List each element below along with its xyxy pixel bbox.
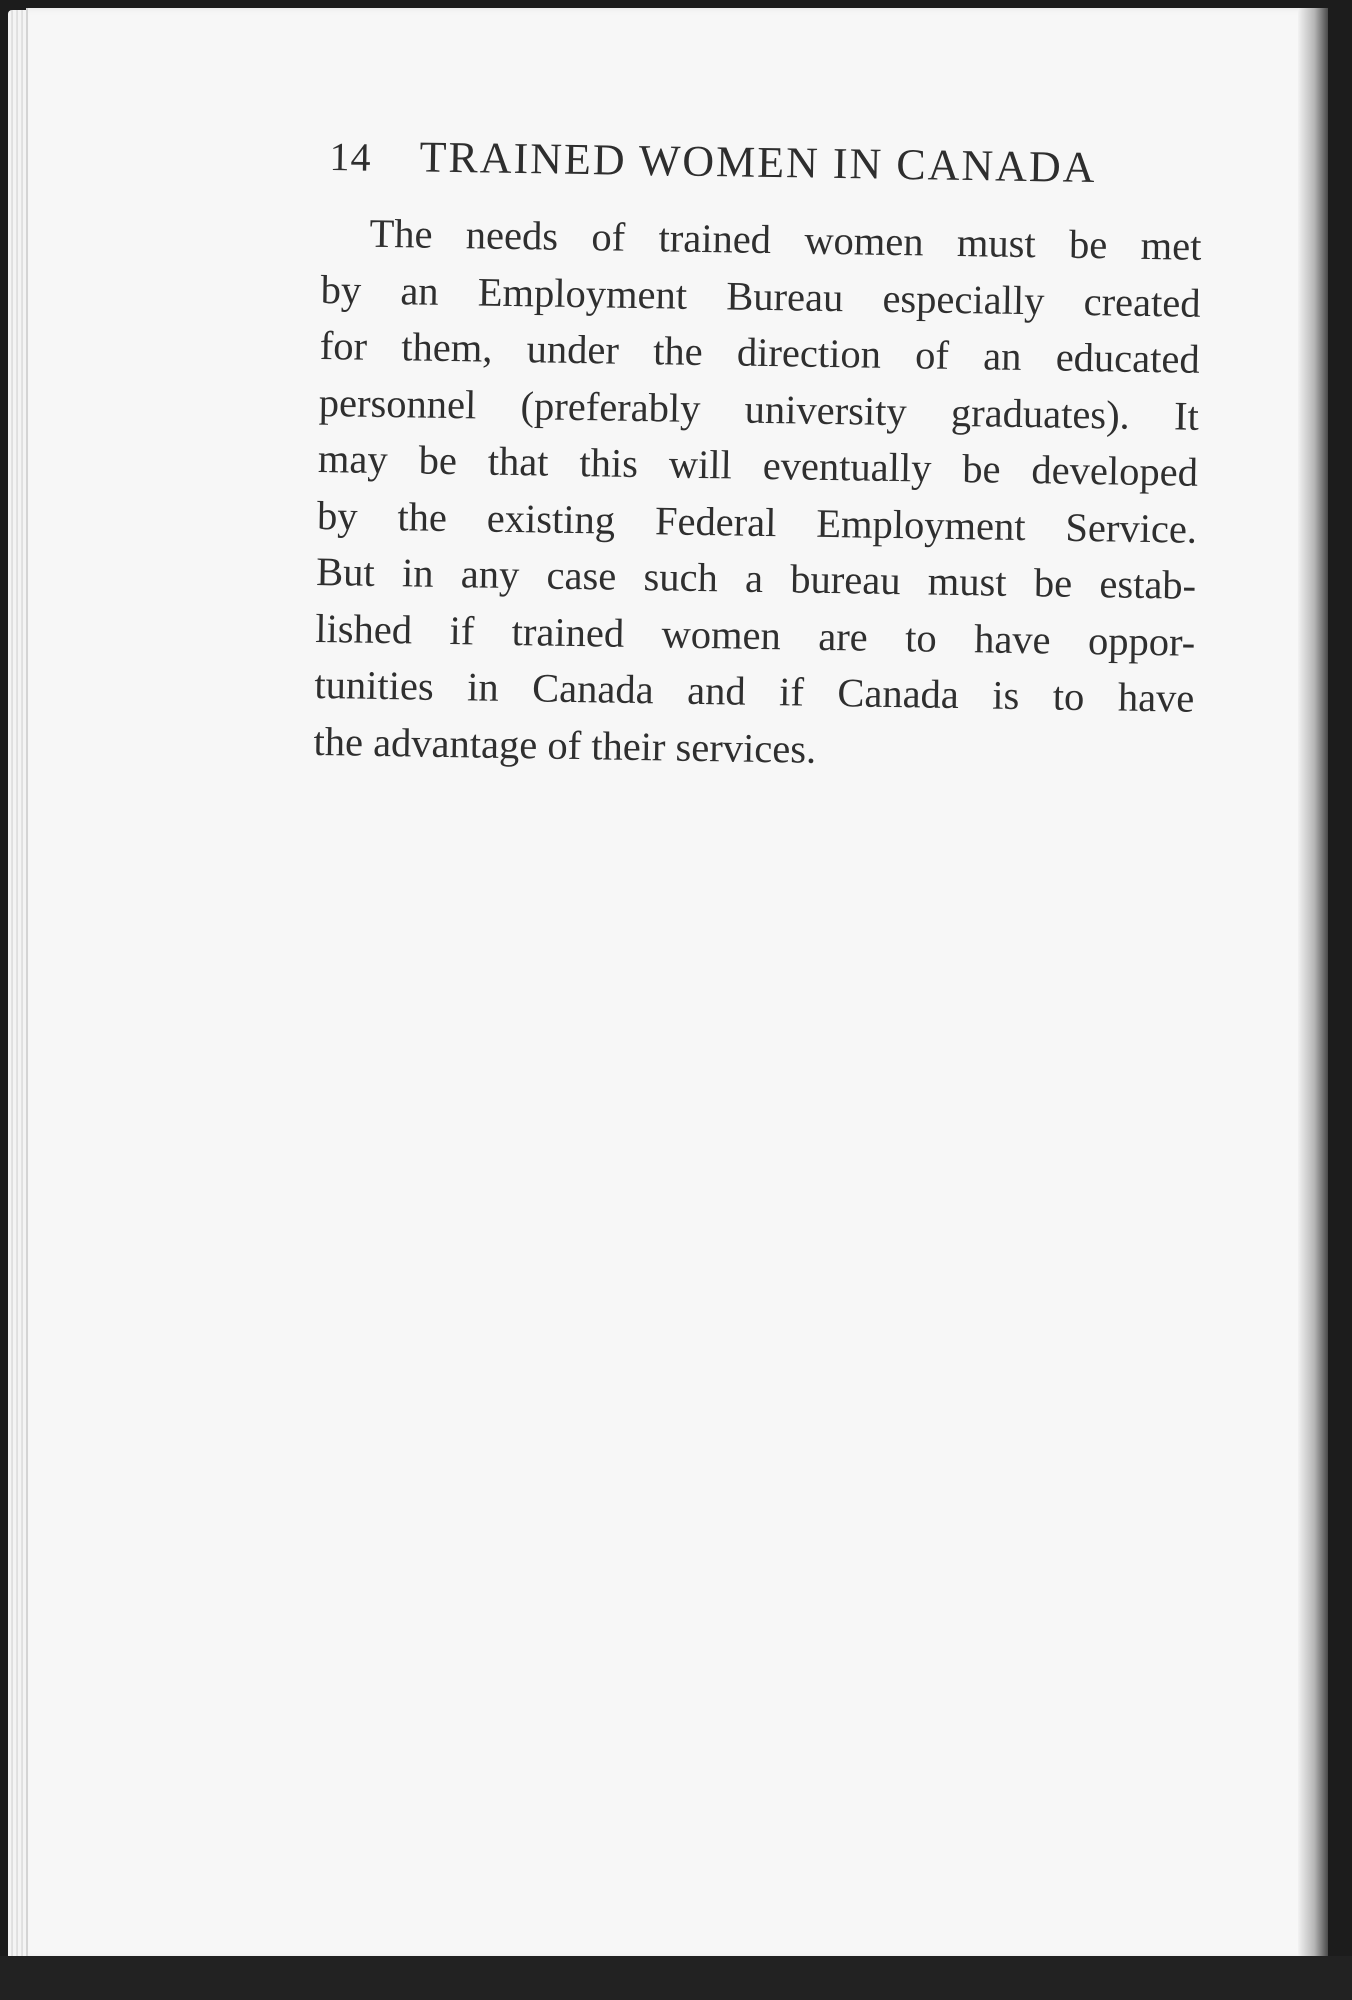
binding-shadow [1298, 8, 1328, 1958]
body-paragraph [313, 205, 1202, 784]
scan-bottom-edge [0, 1956, 1352, 2000]
text-line: The needs of trained women must be met [369, 210, 1202, 269]
text-line: by an Employment Bureau especially created [320, 266, 1201, 326]
page-number: 14 [329, 133, 372, 180]
text-line: for them, under the direction of an educated [319, 322, 1201, 382]
text-line: lished if trained women are to have oppor- [315, 605, 1196, 665]
text-line: tunities in Canada and if Canada is to have [314, 661, 1195, 721]
text-line: But in any case such a bureau must be estab- [315, 548, 1197, 608]
text-line: the advantage of their services. [313, 718, 817, 772]
text-line: personnel (preferably university graduates). It [318, 379, 1200, 439]
running-title: TRAINED WOMEN IN CANADA [419, 132, 1097, 193]
text-line: may be that this will eventually be developed [317, 435, 1199, 495]
text-line: by the existing Federal Employment Service. [316, 492, 1198, 552]
